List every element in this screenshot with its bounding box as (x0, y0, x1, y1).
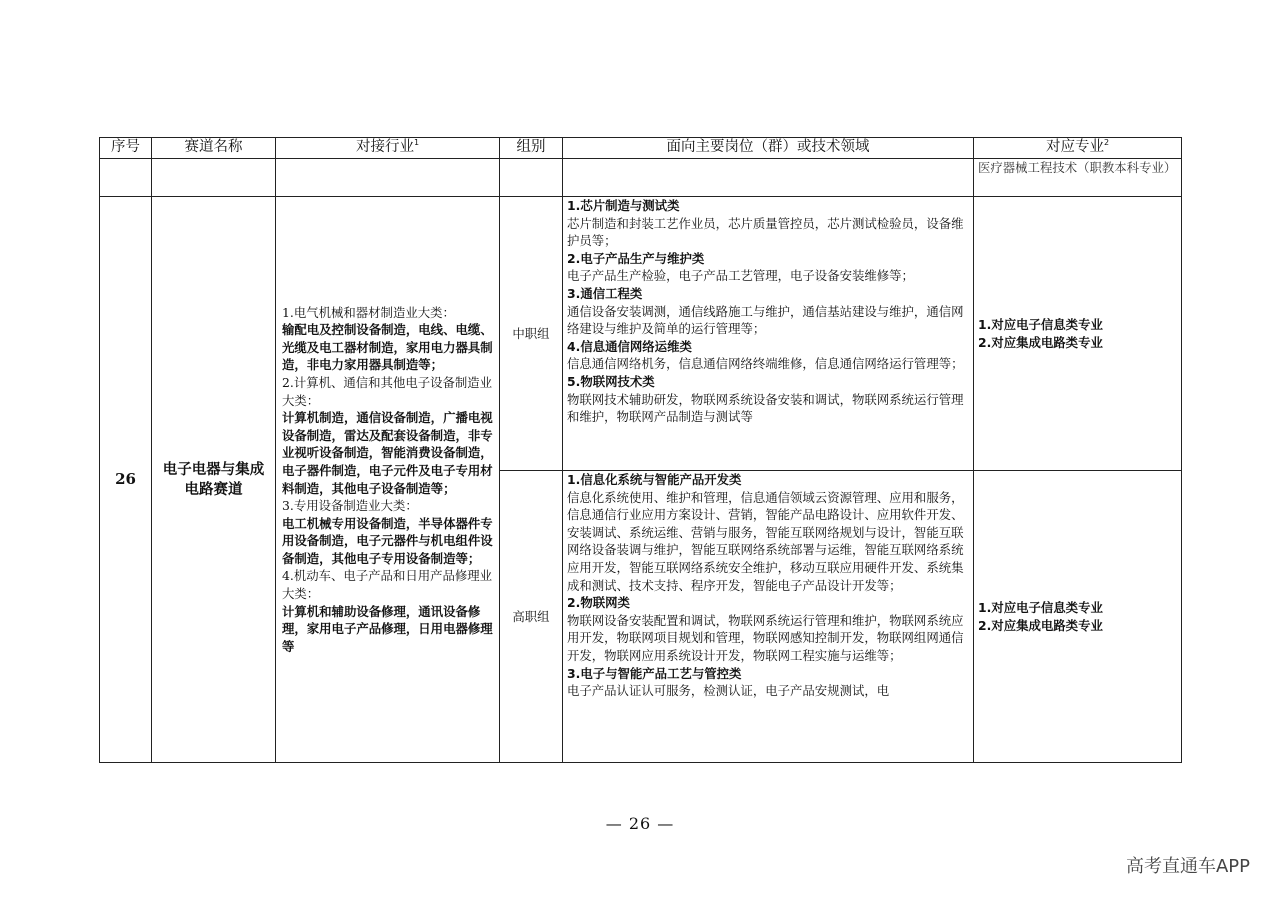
carry-major-cell: 医疗器械工程技术（职教本科专业） (974, 159, 1182, 197)
role-description: 信息化系统使用、维护和管理，信息通信领域云资源管理、应用和服务，信息通信行业应用方案设计、营销，智能产品电路设计、应用软件开发、安装调试、系统运维、营销与服务，智能互联网络规划与设计，智能互联网络设备装调与维护，智能互联网络系统部署与运维，智能互联网络系统应用开发，智能互联网络系统安全维护，移动互联应用硬件开发、系统集成和测试、技术支持、程序开发，智能电子产品设计开发等； (567, 489, 964, 593)
role-category: 1.芯片制造与测试类 (567, 198, 680, 213)
role-category: 5.物联网技术类 (567, 373, 655, 389)
industry-detail: 计算机和辅助设备修理，通讯设备修理，家用电子产品修理，日用电器修理等 (282, 603, 493, 654)
major-item: 1.对应电子信息类专业 (978, 599, 1103, 615)
industry-cell (276, 197, 500, 763)
role-category: 3.电子与智能产品工艺与管控类 (567, 665, 742, 681)
industry-category: 3.专用设备制造业大类： (282, 498, 418, 514)
major-cell (974, 471, 1182, 763)
header-row (100, 138, 1182, 159)
major-cell (974, 197, 1182, 471)
header-group: 组别 (500, 138, 563, 159)
competition-table (99, 137, 1182, 763)
industry-detail: 输配电及控制设备制造，电线、电缆、光缆及电工器材制造，家用电力器具制造，非电力家用器具制造等； (282, 322, 493, 373)
role-description: 芯片制造和封装工艺作业员，芯片质量管控员，芯片测试检验员，设备维护员等； (567, 215, 964, 249)
industry-category: 4.机动车、电子产品和日用产品修理业大类： (282, 568, 493, 602)
group-name: 中职组 (500, 197, 563, 471)
roles-cell (563, 471, 974, 763)
role-category: 4.信息通信网络运维类 (567, 338, 692, 354)
industry-detail: 电工机械专用设备制造，半导体器件专用设备制造，电子元器件与机电组件设备制造，其他电子专用设备制造等； (282, 515, 493, 566)
header-roles: 面向主要岗位（群）或技术领域 (563, 138, 974, 159)
carry-over-row (100, 159, 1182, 197)
header-industry: 对接行业$^1$ (276, 138, 500, 159)
role-category: 3.通信工程类 (567, 285, 643, 301)
role-description: 电子产品认证认可服务，检测认证，电子产品安规测试，电 (567, 683, 890, 699)
major-item: 2.对应集成电路类专业 (978, 617, 1103, 633)
role-category: 2.电子产品生产与维护类 (567, 250, 705, 266)
role-category: 2.物联网类 (567, 595, 630, 611)
role-description: 物联网设备安装配置和调试，物联网系统运行管理和维护，物联网系统应用开发，物联网项目规划和管理，物联网感知控制开发，物联网组网通信开发，物联网应用系统设计开发，物联网工程实施与运维等； (567, 612, 964, 663)
role-description: 通信设备安装调测，通信线路施工与维护，通信基站建设与维护，通信网络建设与维护及简单的运行管理等； (567, 303, 964, 337)
major-item: 1.对应电子信息类专业 (978, 316, 1103, 332)
track-name: 电子电器与集成电路赛道 (152, 197, 276, 763)
major-item: 2.对应集成电路类专业 (978, 334, 1103, 350)
watermark-text: 高考直通车APP (1125, 856, 1250, 877)
role-description: 电子产品生产检验，电子产品工艺管理，电子设备安装维修等； (567, 268, 914, 284)
industry-category: 2.计算机、通信和其他电子设备制造业大类： (282, 374, 493, 408)
row-number: 26 (100, 197, 152, 763)
page-number: — 26 — (605, 814, 675, 833)
roles-cell (563, 197, 974, 471)
industry-detail: 计算机制造，通信设备制造，广播电视设备制造，雷达及配套设备制造，非专业视听设备制造，智能消费设备制造，电子器件制造，电子元件及电子专用材料制造，其他电子设备制造等； (282, 410, 493, 496)
group-name: 高职组 (500, 471, 563, 763)
role-description: 物联网技术辅助研发，物联网系统设备安装和调试，物联网系统运行管理和维护，物联网产品制造与测试等 (567, 391, 964, 425)
role-description: 信息通信网络机务，信息通信网络终端维修，信息通信网络运行管理等； (567, 356, 964, 372)
header-no: 序号 (100, 138, 152, 159)
industry-category: 1.电气机械和器材制造业大类： (282, 304, 455, 320)
table-row (100, 197, 1182, 471)
role-category: 1.信息化系统与智能产品开发类 (567, 472, 742, 487)
header-track: 赛道名称 (152, 138, 276, 159)
header-major: 对应专业$^2$ (974, 138, 1182, 159)
